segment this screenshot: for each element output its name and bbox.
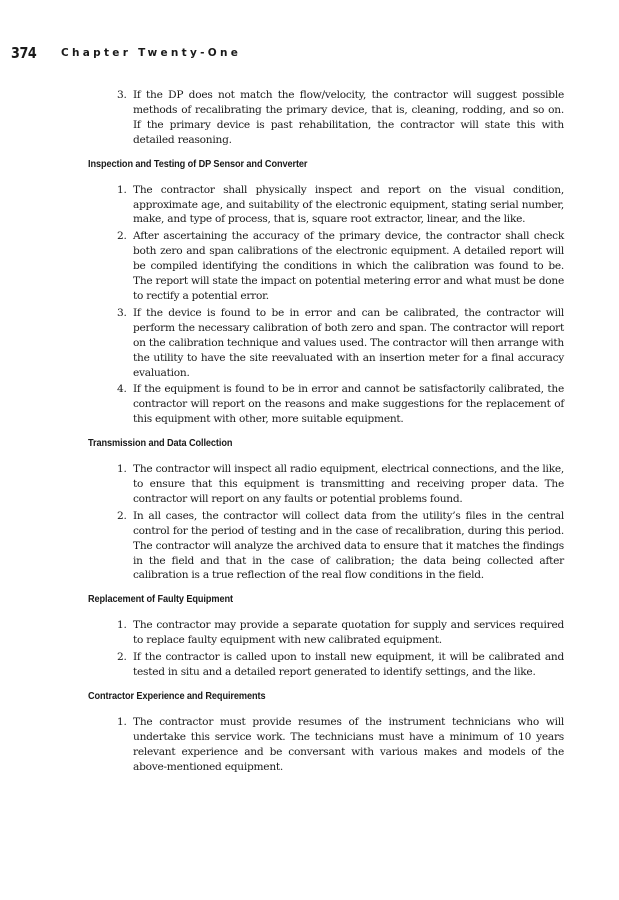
page-body (88, 88, 564, 777)
section-list-inspection (88, 183, 564, 428)
item-number: 2. (117, 509, 127, 522)
item-text: If the device is found to be in error and can be calibrated, the contractor will perform the necessary calibration of both zero and span. The contractor will report on the calibration technique and values used. The contractor will then arrange with the utility to have the site reevaluated with an insertion meter for a final accuracy evaluation. (133, 306, 564, 379)
item-text: The contractor shall physically inspect and report on the visual condition, approximate age, and suitability of the electronic equipment, stating serial number, make, and type of process, that is, square root extractor, linear, and the like. (133, 183, 564, 226)
section-heading-replacement: Replacement of Faulty Equipment (88, 594, 233, 606)
list-item (88, 650, 564, 680)
item-number: 3. (117, 89, 127, 101)
list-item (88, 183, 564, 228)
item-text: If the DP does not match the flow/velocity, the contractor will suggest possible methods of recalibrating the primary device, that is, cleaning, rodding, and so on. If the primary device is past rehabilitation, the contractor will state this with detailed reasoning. (133, 89, 564, 146)
list-item (88, 462, 564, 507)
item-text: The contractor will inspect all radio equipment, electrical connections, and the like, to ensure that this equipment is transmitting and receiving proper data. The contractor will report on any faults or potential problems found. (133, 463, 564, 505)
item-text: In all cases, the contractor will collect data from the utility’s files in the central control for the period of testing and in the case of recalibration, during this period. The contractor will analyze the archived data to ensure that it matches the findings in the field and that in the case of calibration; the data being collected after calibration is a true reflection of the real flow conditions in the field. (133, 509, 564, 582)
section-heading-transmission: Transmission and Data Collection (88, 438, 233, 450)
list-item (88, 229, 564, 304)
section-list-experience (88, 715, 564, 775)
section-heading-experience: Contractor Experience and Requirements (88, 691, 266, 702)
item-text: The contractor must provide resumes of the instrument technicians who will undertake this service work. The technicians must have a minimum of 10 years relevant experience and be conversant with various makes and models of the above-mentioned equipment. (133, 716, 564, 773)
item-number: 1. (117, 619, 127, 632)
item-number: 3. (117, 306, 127, 319)
item-text: If the contractor is called upon to install new equipment, it will be calibrated and tested in situ and a detailed report generated to identify settings, and the like. (133, 651, 564, 679)
section-list-replacement (88, 618, 564, 680)
item-number: 1. (117, 463, 127, 476)
item-number: 4. (117, 383, 127, 396)
list-item (88, 509, 564, 584)
item-number: 1. (117, 716, 127, 728)
list-item (88, 306, 564, 381)
section-list-transmission (88, 462, 564, 583)
intro-list (88, 88, 564, 148)
item-number: 1. (117, 183, 127, 196)
page-number: 374 (11, 44, 37, 62)
list-item (88, 618, 564, 648)
chapter-title: Chapter Twenty-One (61, 47, 242, 59)
item-number: 2. (117, 651, 127, 664)
list-item (88, 382, 564, 427)
item-text: After ascertaining the accuracy of the primary device, the contractor shall check both zero and span calibrations of the electronic equipment. A detailed report will be compiled identifying the conditions in which the calibration was found to be. The report will state the impact on potential metering error and what must be done to rectify a potential error. (133, 230, 564, 302)
item-text: The contractor may provide a separate quotation for supply and services required to replace faulty equipment with new calibrated equipment. (133, 619, 564, 647)
item-number: 2. (117, 230, 127, 243)
list-item (88, 88, 564, 148)
list-item (88, 715, 564, 775)
item-text: If the equipment is found to be in error and cannot be satisfactorily calibrated, the contractor will report on the reasons and make suggestions for the replacement of this equipment with other, more suitable equipment. (133, 383, 564, 426)
section-heading-inspection: Inspection and Testing of DP Sensor and Converter (88, 158, 308, 170)
